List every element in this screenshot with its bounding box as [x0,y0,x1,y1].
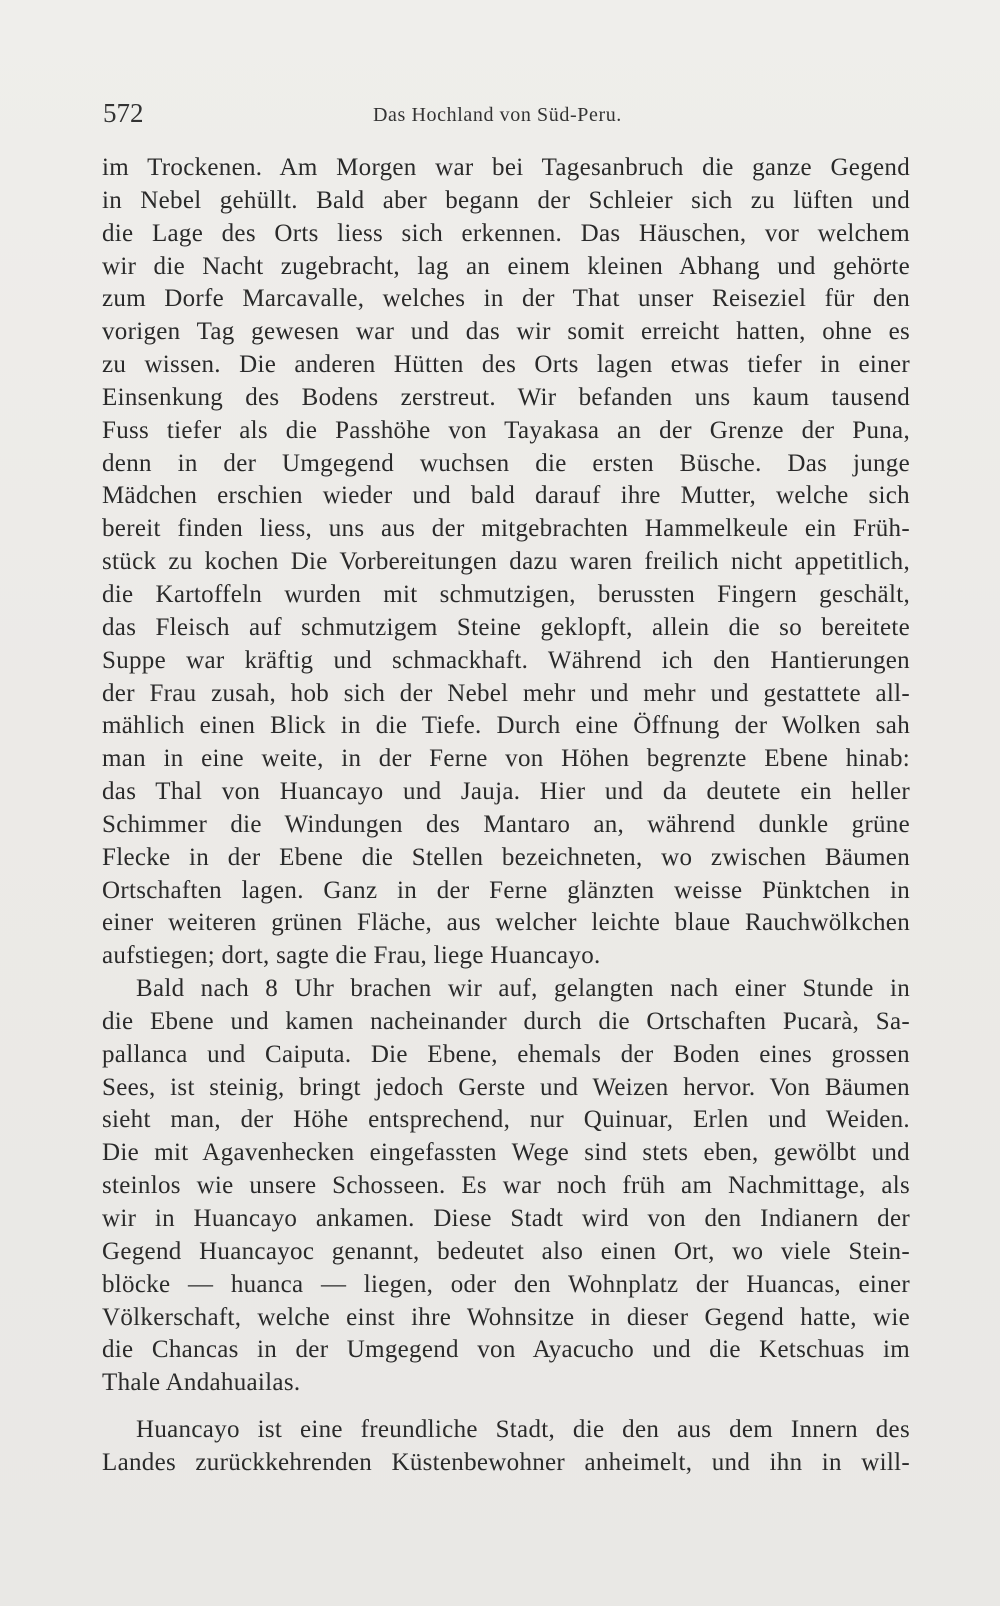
text-line: zu wissen. Die anderen Hütten des Orts lagen etwas tiefer in einer [102,351,910,379]
text-line: man in eine weite, in der Ferne von Höhen begrenzte Ebene hinab: [102,745,910,773]
text-line: aufstiegen; dort, sagte die Frau, liege Huancayo. [102,942,601,970]
text-line: Die mit Agavenhecken eingefassten Wege sind stets eben, gewölbt und [102,1139,910,1167]
text-line: Suppe war kräftig und schmackhaft. Während ich den Hantierungen [102,646,910,674]
text-line: Huancayo ist eine freundliche Stadt, die den aus dem Innern des [136,1416,910,1444]
text-line: Einsenkung des Bodens zerstreut. Wir befanden uns kaum tausend [102,383,910,411]
text-line: Bald nach 8 Uhr brachen wir auf, gelangten nach einer Stunde in [136,975,910,1003]
paragraph-1 [102,152,910,973]
running-title: Das Hochland von Süd-Peru. [373,104,622,126]
text-line: Thale Andahuailas. [102,1369,301,1397]
page-number: 572 [103,98,144,128]
text-line: blöcke — huanca — liegen, oder den Wohnplatz der Huancas, einer [102,1270,910,1298]
text-line: im Trockenen. Am Morgen war bei Tagesanbruch die ganze Gegend [102,154,910,181]
text-line: Fuss tiefer als die Passhöhe von Tayakasa an der Grenze der Puna, [102,416,910,444]
text-line: der Frau zusah, hob sich der Nebel mehr und mehr und gestattete all- [102,679,910,707]
text-line: sieht man, der Höhe entsprechend, nur Quinuar, Erlen und Weiden. [102,1106,910,1134]
text-line: mählich einen Blick in die Tiefe. Durch eine Öffnung der Wolken sah [102,712,910,740]
text-line: die Lage des Orts liess sich erkennen. Das Häuschen, vor welchem [102,219,910,247]
text-line: in Nebel gehüllt. Bald aber begann der Schleier sich zu lüften und [102,186,910,214]
text-line: einer weiteren grünen Fläche, aus welcher leichte blaue Rauchwölkchen [102,909,910,937]
text-line: Landes zurückkehrenden Küstenbewohner anheimelt, und ihn in will- [102,1448,910,1476]
text-line: Flecke in der Ebene die Stellen bezeichneten, wo zwischen Bäumen [102,843,910,871]
text-line: Völkerschaft, welche einst ihre Wohnsitze in dieser Gegend hatte, wie [102,1303,910,1331]
text-line: das Thal von Huancayo und Jauja. Hier und da deutete ein heller [102,778,910,806]
text-line: die Chancas in der Umgegend von Ayacucho und die Ketschuas im [102,1336,910,1364]
text-line: Mädchen erschien wieder und bald darauf ihre Mutter, welche sich [102,482,910,510]
text-line: Ortschaften lagen. Ganz in der Ferne glänzten weisse Pünktchen in [102,876,910,904]
text-line: denn in der Umgegend wuchsen die ersten Büsche. Das junge [102,449,910,477]
text-line: die Ebene und kamen nacheinander durch die Ortschaften Pucarà, Sa- [102,1007,910,1035]
text-line: das Fleisch auf schmutzigem Steine geklopft, allein die so bereitete [102,613,910,641]
running-head [103,98,913,138]
text-line: Sees, ist steinig, bringt jedoch Gerste und Weizen hervor. Von Bäumen [102,1073,910,1101]
text-line: Schimmer die Windungen des Mantaro an, während dunkle grüne [102,810,910,838]
text-line: bereit finden liess, uns aus der mitgebrachten Hammelkeule ein Früh- [102,515,910,543]
text-line: vorigen Tag gewesen war und das wir somit erreicht hatten, ohne es [102,318,910,346]
text-line: stück zu kochen Die Vorbereitungen dazu waren freilich nicht appetitlich, [102,548,910,576]
paragraph-spacer [102,1400,910,1414]
text-line: wir in Huancayo ankamen. Diese Stadt wird von den Indianern der [102,1205,910,1232]
body-text [102,152,910,1480]
text-line: die Kartoffeln wurden mit schmutzigen, berussten Fingern geschält, [102,580,910,608]
text-line: pallanca und Caiputa. Die Ebene, ehemals der Boden eines grossen [102,1040,910,1068]
text-line: Gegend Huancayoc genannt, bedeutet also einen Ort, wo viele Stein- [102,1237,910,1265]
text-line: zum Dorfe Marcavalle, welches in der That unser Reiseziel für den [102,285,910,313]
paragraph-2 [102,973,910,1400]
text-line: wir die Nacht zugebracht, lag an einem kleinen Abhang und gehörte [102,252,910,280]
paragraph-3 [102,1414,910,1480]
text-line: steinlos wie unsere Schosseen. Es war noch früh am Nachmittage, als [102,1172,910,1200]
